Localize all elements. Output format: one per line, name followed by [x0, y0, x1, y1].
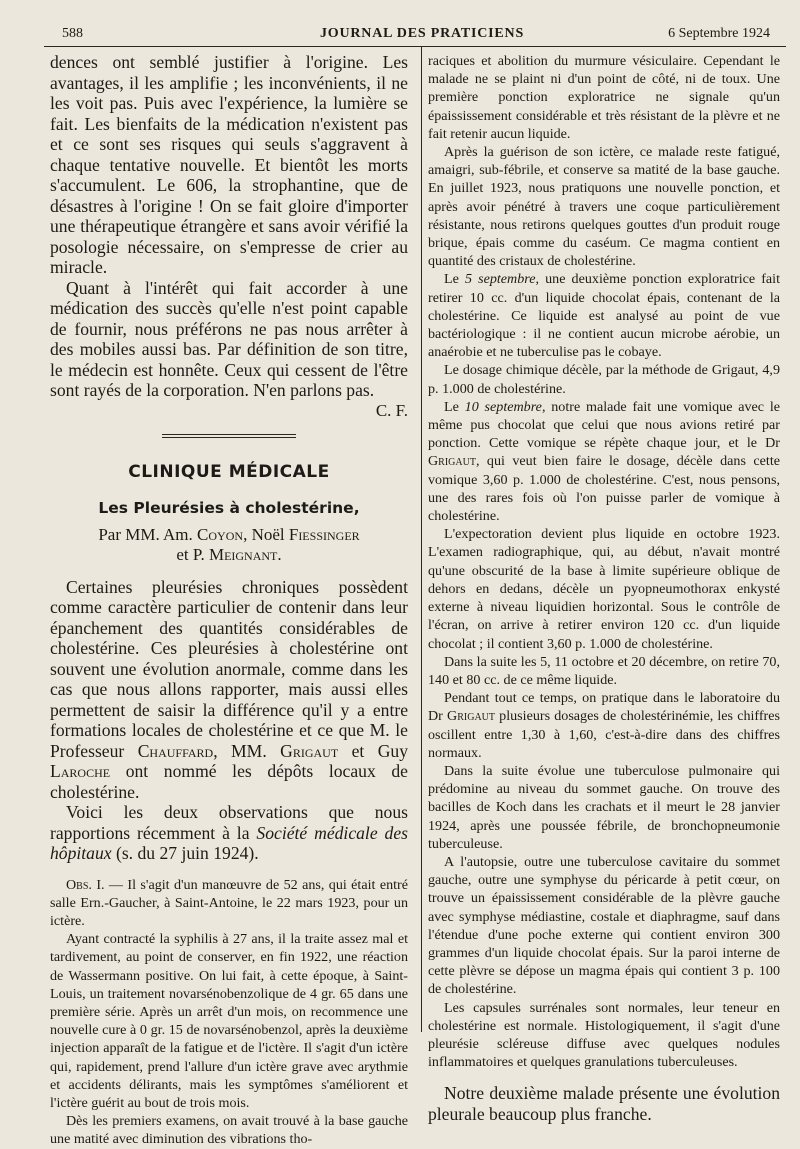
text-run: Le: [444, 398, 465, 415]
society-name: Société médicale des hôpitaux: [50, 822, 408, 863]
text-run: Voici les deux observations que nous rapportions récemment à la: [50, 802, 408, 843]
article-title: Les Pleurésies à cholestérine,: [98, 498, 360, 517]
paragraph-5-septembre: [428, 270, 780, 361]
paragraph-capsules: Les capsules surrénales sont normales, leur teneur en cholestérine est normale. Histologiquement, il s'agit d'une pleurésie scléreuse diffuse avec quelques nodules inflammatoires et quelques granulations tuberculeuses.: [428, 999, 780, 1071]
intro-paragraph-2: Quant à l'intérêt qui fait accorder à une médication des succès qu'elle n'est point capable de fournir, nous préférons ne pas nous arrêter à des mobiles aussi bas. Par définition de son titre, le médecin est honnête. Ceux qui cessent de l'être sont rayés de la corporation. N'en parlons pas.: [50, 277, 408, 400]
date-10-septembre: 10 septembre: [464, 398, 542, 415]
observation-1-history: Ayant contracté la syphilis à 27 ans, il la traite assez mal et tardivement, au point de conserver, en fin 1922, une réaction de Wassermann positive. On lui fait, à cette époque, à Saint-Louis, un traitement novarsénobenzolique de 4 gr. 65 dans une première série. Après un arrêt d'un mois, on recommence une nouvelle cure à 0 gr. 15 de novarsénobenzol, après la deuxième injection apparaît de la fatigue et de l'ictère. Il s'agit d'un ictère qui, rapidement, prend l'allure d'un ictère grave avec arythmie et accidents délirants, mais les symptômes s'améliorent et l'ictère guérit au bout de trois mois.: [50, 931, 408, 1111]
column-divider: [421, 47, 422, 1032]
text-run: , une deuxième ponction exploratrice fait retirer 10 cc. d'un liquide chocolat épais, contenant de la cholestérine. Ce liquide est analysé au point de vue bactériologique : il ne contient aucun microbe aérobie, un anaérobie et ne tuberculise pas le cobaye.: [428, 271, 780, 361]
authors-suffix: .: [277, 544, 282, 564]
paragraph-autopsie: A l'autopsie, outre une tuberculose cavitaire du sommet gauche, outre une symphyse du péricarde à petit cœur, on trouve un épaississement considérable de la plèvre gauche avec symphyse médiastine, costale et diaphragme, sauf dans l'étendue d'une poche externe qui contient environ 300 grammes d'un liquide chocolat épais. Sur la paroi interne de cette plèvre se dépose un magma épais qui contient 3 p. 100 de cholestérine.: [428, 853, 780, 998]
name-grigaut: Grigaut: [280, 740, 339, 761]
text-run: et Guy: [338, 740, 408, 761]
text-run: — Il s'agit d'un manœuvre de 52 ans, qui était entré salle Ern.-Gaucher, à Saint-Antoine, le 22 mars 1923, pour un ictère.: [50, 876, 408, 929]
paragraph-laboratoire: [428, 689, 780, 762]
section-title: CLINIQUE MÉDICALE: [128, 461, 330, 482]
article-paragraph-1: [50, 577, 408, 803]
observation-1-intro: [50, 876, 408, 931]
header-rule: [44, 46, 786, 47]
name-laroche: Laroche: [50, 761, 111, 781]
text-run: Dr: [428, 708, 448, 725]
text-run: ont nommé les dépôts locaux de cholestérine.: [50, 761, 408, 802]
text-run: , qui veut bien faire le dosage, décèle dans cette vomique 3,60 p. 1.000 de cholestérine. C'est, nous pensons, une des rares fois où l'on puisse parler de vomique à cholestérine.: [428, 453, 780, 525]
page-number: 588: [62, 26, 83, 41]
issue-date: 6 Septembre 1924: [668, 26, 770, 41]
paragraph-guerison: Après la guérison de son ictère, ce malade reste fatigué, amaigri, sub-fébrile, et conserve sa matité de la base gauche. En juillet 1923, nous pratiquons une nouvelle ponction, et après avoir pénétré à travers une coque particulièrement résistante, nous retirons quelques gouttes d'un produit rouge brique, épais comme du caséum. Ce magma contient en quantité des cristaux de cholestérine.: [428, 144, 780, 270]
text-run: Dr: [765, 435, 780, 452]
authors-prefix: Par MM. Am.: [98, 524, 198, 544]
section-divider: [162, 434, 296, 438]
author-coyon: Coyon: [197, 524, 244, 544]
text-run: Certaines pleurésies chroniques possèdent comme caractère particulier de contenir dans leur épanchement des quantités considérables de cholestérine. Ces pleurésies à cholestérine ont souvent une évolution anormale, comme dans les cas que nous allons rapporter, mais aussi elles permettent de saisir la différence qu'il y a entre formations locales de cholestérine et ce que M. le Professeur: [50, 576, 408, 761]
paragraph-ponctions: Dans la suite les 5, 11 octobre et 20 décembre, on retire 70, 140 et 80 cc. de ce même liquide.: [428, 653, 780, 688]
text-run: , notre malade fait une vomique avec le même pus chocolat que celui que nous avions retiré par ponction. Cette vomique se répète chaque jour, et le: [428, 398, 780, 452]
name-chauffard: Chauffard: [137, 740, 214, 761]
paragraph-expectoration: L'expectoration devient plus liquide en octobre 1923. L'examen radiographique, qui, au début, n'avait montré qu'une obscurité de la base à limite supérieure oblique de dehors en dedans, décèle un pyopneumothorax enkysté externe à niveau liquidien horizontal. Sous le contrôle de l'écran, on arrive à retirer environ 120 cc. d'un liquide chocolat ; il contient 3,60 p. 1.000 de cholestérine.: [428, 526, 780, 652]
observation-1-exam: Dès les premiers examens, on avait trouvé à la base gauche une matité avec diminution des vibrations tho-: [50, 1113, 408, 1148]
intro-paragraph-1: dences ont semblé justifier à l'origine. Les avantages, il les amplifie ; les inconvénients, il ne les voit pas. Puis avec l'expérience, la lumière se fait. Les bienfaits de la médication n'existent pas et ce sont ses risques qui seuls s'aggravent à chaque tentative nouvelle. Et bientôt les morts s'accumulent. Le 606, la strophantine, que de désastres à l'origine ! On se fait gloire d'importer une thérapeutique étrangère et sans avoir vérifié la posologie nécessaire, on s'empresse de crier au miracle.: [50, 52, 408, 277]
authors-line-2: [50, 545, 408, 565]
paragraph-deuxieme-malade: Notre deuxième malade présente une évolution pleurale beaucoup plus franche.: [428, 1083, 780, 1124]
left-column: [50, 52, 408, 1149]
text-run: plusieurs dosages de cholestérinémie, les chiffres oscillent entre 1,30 à 1,60, c'est-à-dire dans des chiffres normaux.: [428, 708, 780, 761]
authors-separator: , Noël: [243, 524, 289, 544]
name-grigaut: Grigaut: [428, 453, 476, 470]
continued-paragraph: raciques et abolition du murmure vésiculaire. Cependant le malade ne se plaint ni d'un point de côté, ni de toux. Une première ponction exploratrice ne signale qu'un épaississement considérable et très résistant de la plèvre et ne fait retenir aucun liquide.: [428, 53, 780, 142]
name-grigaut: Grigaut: [447, 708, 495, 725]
observation-label: Obs. I.: [66, 876, 105, 893]
author-fiessinger: Fiessinger: [288, 524, 360, 544]
text-run: Le: [444, 271, 465, 288]
paragraph-dosage: Le dosage chimique décèle, par la méthode de Grigaut, 4,9 p. 1.000 de cholestérine.: [428, 362, 780, 397]
date-5-septembre: 5 septembre: [464, 271, 536, 288]
author-meignant: Meignant: [208, 544, 278, 564]
right-column: [428, 52, 780, 1124]
authors-line-1: [50, 525, 408, 545]
paragraph-10-septembre: [428, 398, 780, 525]
authors-prefix-2: et P.: [176, 544, 209, 564]
article-authors: [50, 525, 408, 565]
running-header: [62, 22, 770, 44]
journal-title: JOURNAL DES PRATICIENS: [320, 26, 525, 41]
text-run: Pendant tout ce temps, on pratique dans le laboratoire du: [444, 690, 780, 707]
editorial-signature: C. F.: [375, 400, 408, 420]
article-paragraph-2: [50, 802, 408, 864]
text-run: (s. du 27 juin 1924).: [111, 843, 259, 863]
text-run: , MM.: [213, 740, 281, 761]
paragraph-tuberculose: Dans la suite évolue une tuberculose pulmonaire qui prédomine au niveau du sommet gauche. On trouve des bacilles de Koch dans les crachats et il meurt le 28 janvier 1924, après une poussée fébrile, de bronchopneumonie tuberculeuse.: [428, 762, 780, 852]
